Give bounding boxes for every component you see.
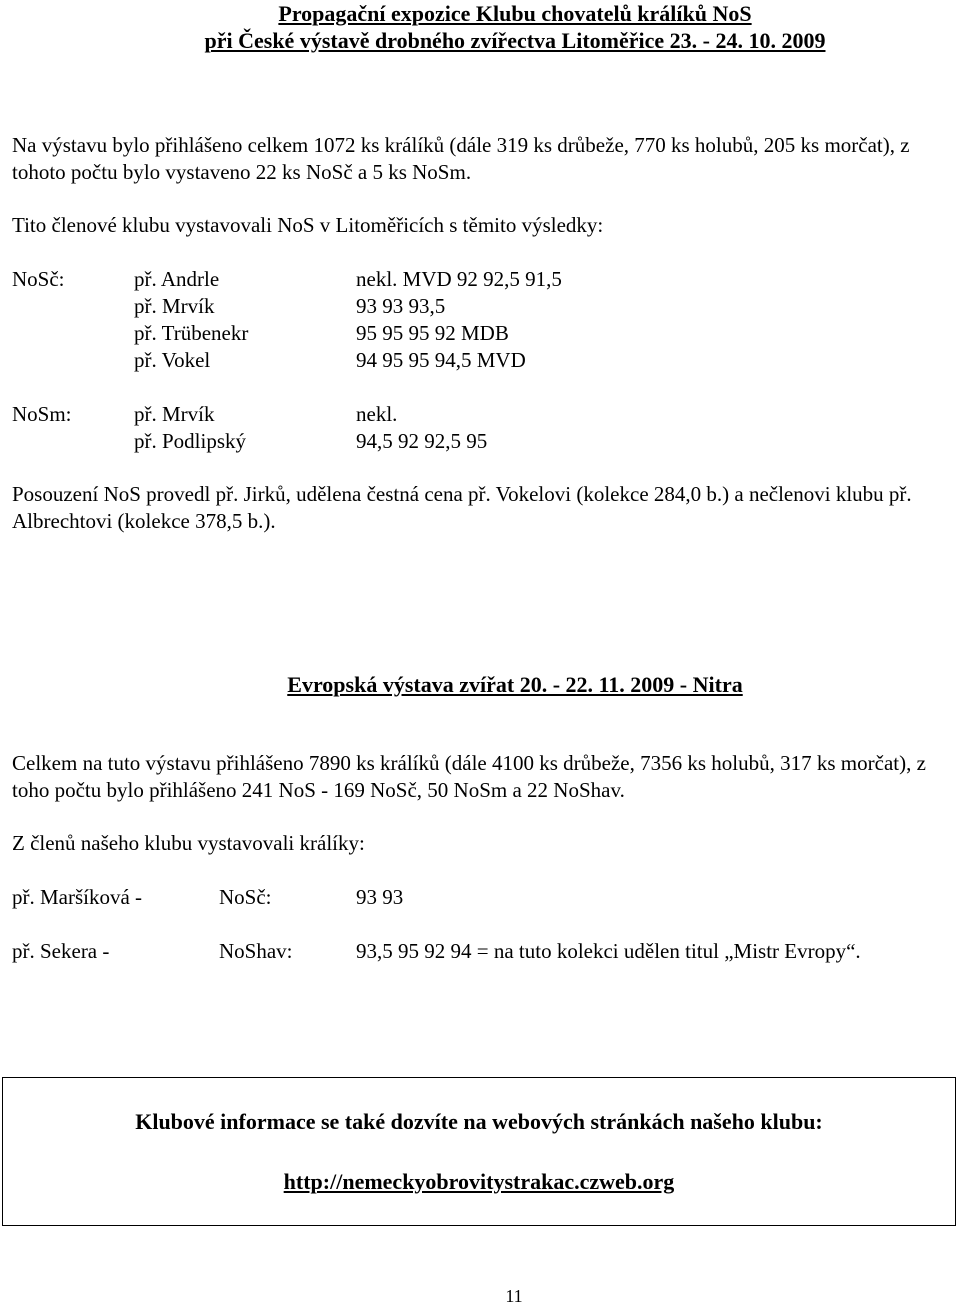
- exhibitor-result: 93 93: [356, 885, 404, 909]
- exhibitor-breed: NoShav:: [219, 939, 293, 963]
- page-number: 11: [505, 1286, 523, 1306]
- exhibitor-name: př. Sekera -: [12, 939, 110, 963]
- section1-title-line2: při České výstavě drobného zvířectva Litoměřice 23. - 24. 10. 2009: [204, 28, 826, 53]
- member-result: 93 93 93,5: [356, 294, 446, 318]
- member-name: př. Trübenekr: [134, 321, 249, 345]
- results-intro: Tito členové klubu vystavovali NoS v Litoměřicích s těmito výsledky:: [12, 213, 604, 237]
- member-name: př. Mrvík: [134, 294, 215, 318]
- exhibitor-breed: NoSč:: [219, 885, 272, 909]
- section1-title-line1: Propagační expozice Klubu chovatelů králíků NoS: [278, 1, 752, 26]
- club-website-link[interactable]: http://nemeckyobrovitystrakac.czweb.org: [283, 1169, 675, 1194]
- club-info-text: Klubové informace se také dozvíte na webových stránkách našeho klubu:: [135, 1109, 823, 1134]
- section2-intro-paragraph: Celkem na tuto výstavu přihlášeno 7890 ks králíků (dále 4100 ks drůbeže, 7356 ks holubů, 317 ks morčat), z toho počtu bylo přihlášeno 241 NoS - 169 NoSč, 50 NoSm a 22 NoShav.: [12, 751, 926, 802]
- member-name: př. Podlipský: [134, 429, 247, 453]
- member-result: nekl.: [356, 402, 398, 426]
- member-name: př. Mrvík: [134, 402, 215, 426]
- judging-paragraph: Posouzení NoS provedl př. Jirků, udělena čestná cena př. Vokelovi (kolekce 284,0 b.) a nečlenovi klubu př. Albrechtovi (kolekce 378,5 b.).: [12, 482, 912, 533]
- member-name: př. Andrle: [134, 267, 220, 291]
- exhibitor-result: 93,5 95 92 94 = na tuto kolekci udělen titul „Mistr Evropy“.: [356, 939, 861, 963]
- member-name: př. Vokel: [134, 348, 211, 372]
- member-result: 95 95 95 92 MDB: [356, 321, 509, 345]
- club-info-box: [2, 1077, 956, 1226]
- group-label-nosm: NoSm:: [12, 402, 72, 426]
- section2-title: Evropská výstava zvířat 20. - 22. 11. 2009 - Nitra: [287, 672, 743, 697]
- exhibitor-name: př. Maršíková -: [12, 885, 143, 909]
- group-label-nosc: NoSč:: [12, 267, 65, 291]
- member-result: 94,5 92 92,5 95: [356, 429, 488, 453]
- members-intro: Z členů našeho klubu vystavovali králíky:: [12, 831, 365, 855]
- member-result: nekl. MVD 92 92,5 91,5: [356, 267, 562, 291]
- section1-intro-paragraph: Na výstavu bylo přihlášeno celkem 1072 ks králíků (dále 319 ks drůbeže, 770 ks holubů, 205 ks morčat), z tohoto počtu bylo vystaveno 22 ks NoSč a 5 ks NoSm.: [12, 133, 910, 184]
- member-result: 94 95 95 94,5 MVD: [356, 348, 526, 372]
